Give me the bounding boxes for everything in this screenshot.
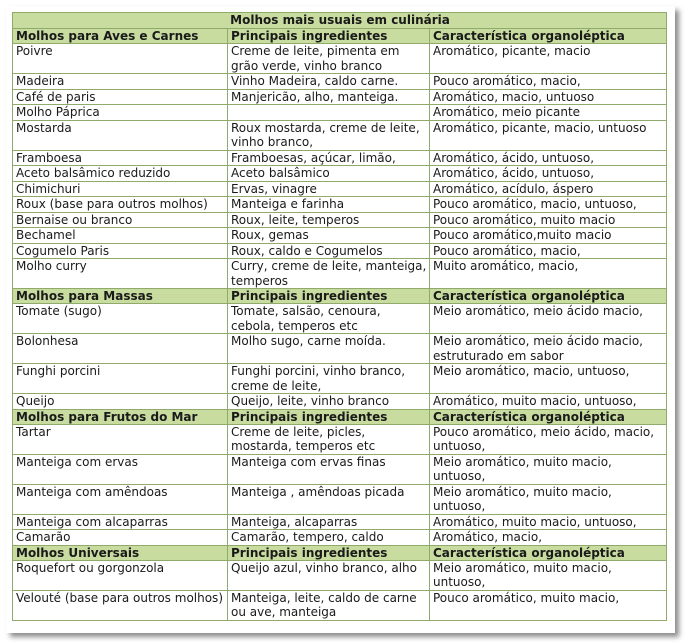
characteristic: Aromático, picante, macio, untuoso (430, 120, 667, 150)
ingredients: Camarão, tempero, caldo (228, 530, 430, 546)
section-header-sauce: Molhos Universais (13, 545, 228, 560)
characteristic: Pouco aromático,muito macio (430, 228, 667, 244)
ingredients: Aceto balsâmico (228, 166, 430, 182)
section-header-ingredients: Principais ingredientes (228, 289, 430, 304)
sauce-name: Camarão (13, 530, 228, 546)
ingredients: Manjericão, alho, manteiga. (228, 89, 430, 105)
characteristic: Meio aromático, muito macio, untuoso, (430, 484, 667, 514)
sauce-name: Roquefort ou gorgonzola (13, 560, 228, 590)
table-row (13, 590, 667, 620)
ingredients: Manteiga e farinha (228, 197, 430, 213)
table-row (13, 243, 667, 259)
table-row (13, 120, 667, 150)
characteristic: Aromático, macio, untuoso (430, 89, 667, 105)
characteristic: Pouco aromático, muito macio, (430, 590, 667, 620)
characteristic: Aromático, meio picante (430, 105, 667, 121)
sauce-name: Chimichuri (13, 181, 228, 197)
section-header-characteristic: Característica organoléptica (430, 289, 667, 304)
ingredients: Queijo azul, vinho branco, alho (228, 560, 430, 590)
sauce-name: Molho curry (13, 259, 228, 289)
ingredients: Creme de leite, pimenta em grão verde, vinho branco (228, 44, 430, 74)
section-header-sauce: Molhos para Frutos do Mar (13, 409, 228, 424)
table-row (13, 424, 667, 454)
ingredients: Funghi porcini, vinho branco, creme de leite, (228, 364, 430, 394)
table-row (13, 259, 667, 289)
ingredients: Creme de leite, picles, mostarda, temperos etc (228, 424, 430, 454)
table-row (13, 334, 667, 364)
section-header-row (13, 545, 667, 560)
sauce-name: Manteiga com alcaparras (13, 514, 228, 530)
section-header-sauce: Molhos para Massas (13, 289, 228, 304)
ingredients: Ervas, vinagre (228, 181, 430, 197)
table-row (13, 304, 667, 334)
table-row (13, 105, 667, 121)
section-header-ingredients: Principais ingredientes (228, 545, 430, 560)
ingredients: Queijo, leite, vinho branco (228, 394, 430, 410)
characteristic: Meio aromático, macio, untuoso, (430, 364, 667, 394)
sauce-name: Tartar (13, 424, 228, 454)
ingredients: Curry, creme de leite, manteiga, temperos (228, 259, 430, 289)
table-row (13, 150, 667, 166)
table-title: Molhos mais usuais em culinária (13, 13, 667, 29)
table-row (13, 394, 667, 410)
characteristic: Aromático, muito macio, untuoso, (430, 514, 667, 530)
sauce-name: Bolonhesa (13, 334, 228, 364)
sauce-name: Manteiga com amêndoas (13, 484, 228, 514)
ingredients: Molho sugo, carne moída. (228, 334, 430, 364)
ingredients: Manteiga, alcaparras (228, 514, 430, 530)
characteristic: Aromático, macio, (430, 530, 667, 546)
table-body (13, 13, 667, 621)
characteristic: Meio aromático, meio ácido macio, (430, 304, 667, 334)
characteristic: Pouco aromático, macio, (430, 243, 667, 259)
section-header-row (13, 29, 667, 44)
sauce-name: Mostarda (13, 120, 228, 150)
section-header-characteristic: Característica organoléptica (430, 29, 667, 44)
characteristic: Aromático, acídulo, áspero (430, 181, 667, 197)
ingredients: Roux, leite, temperos (228, 212, 430, 228)
characteristic: Muito aromático, macio, (430, 259, 667, 289)
sauce-name: Tomate (sugo) (13, 304, 228, 334)
sauce-name: Poivre (13, 44, 228, 74)
ingredients: Manteiga , amêndoas picada (228, 484, 430, 514)
table-row (13, 166, 667, 182)
characteristic: Pouco aromático, meio ácido, macio, untuoso, (430, 424, 667, 454)
table-row (13, 484, 667, 514)
ingredients: Roux, caldo e Cogumelos (228, 243, 430, 259)
table-row (13, 530, 667, 546)
ingredients: Vinho Madeira, caldo carne. (228, 74, 430, 90)
table-row (13, 454, 667, 484)
table-row (13, 364, 667, 394)
sauce-name: Café de paris (13, 89, 228, 105)
characteristic: Pouco aromático, macio, (430, 74, 667, 90)
sauce-name: Madeira (13, 74, 228, 90)
sauce-name: Molho Páprica (13, 105, 228, 121)
sauce-name: Queijo (13, 394, 228, 410)
characteristic: Aromático, ácido, untuoso, (430, 150, 667, 166)
sauce-name: Roux (base para outros molhos) (13, 197, 228, 213)
table-row (13, 44, 667, 74)
sauces-table (12, 12, 667, 621)
sauce-name: Bechamel (13, 228, 228, 244)
table-row (13, 197, 667, 213)
ingredients: Framboesas, açúcar, limão, (228, 150, 430, 166)
ingredients (228, 105, 430, 121)
sauce-name: Funghi porcini (13, 364, 228, 394)
table-row (13, 74, 667, 90)
sauce-name: Framboesa (13, 150, 228, 166)
sauce-name: Velouté (base para outros molhos) (13, 590, 228, 620)
table-row (13, 181, 667, 197)
table-row (13, 560, 667, 590)
section-header-sauce: Molhos para Aves e Carnes (13, 29, 228, 44)
section-header-ingredients: Principais ingredientes (228, 409, 430, 424)
ingredients: Roux mostarda, creme de leite, vinho branco, (228, 120, 430, 150)
characteristic: Aromático, picante, macio (430, 44, 667, 74)
section-header-characteristic: Característica organoléptica (430, 409, 667, 424)
table-row (13, 89, 667, 105)
characteristic: Meio aromático, muito macio, untuoso, (430, 454, 667, 484)
section-header-ingredients: Principais ingredientes (228, 29, 430, 44)
characteristic: Meio aromático, muito macio, untuoso, (430, 560, 667, 590)
table-row (13, 514, 667, 530)
section-header-row (13, 289, 667, 304)
ingredients: Manteiga com ervas finas (228, 454, 430, 484)
sauce-name: Cogumelo Paris (13, 243, 228, 259)
ingredients: Tomate, salsão, cenoura, cebola, temperos etc (228, 304, 430, 334)
characteristic: Pouco aromático, muito macio (430, 212, 667, 228)
characteristic: Aromático, ácido, untuoso, (430, 166, 667, 182)
sauce-name: Manteiga com ervas (13, 454, 228, 484)
section-header-row (13, 409, 667, 424)
characteristic: Meio aromático, meio ácido macio, estruturado em sabor (430, 334, 667, 364)
characteristic: Aromático, muito macio, untuoso, (430, 394, 667, 410)
sauce-name: Aceto balsâmico reduzido (13, 166, 228, 182)
table-row (13, 228, 667, 244)
ingredients: Manteiga, leite, caldo de carne ou ave, manteiga (228, 590, 430, 620)
title-row (13, 13, 667, 29)
sauce-name: Bernaise ou branco (13, 212, 228, 228)
section-header-characteristic: Característica organoléptica (430, 545, 667, 560)
characteristic: Pouco aromático, macio, untuoso, (430, 197, 667, 213)
ingredients: Roux, gemas (228, 228, 430, 244)
table-row (13, 212, 667, 228)
